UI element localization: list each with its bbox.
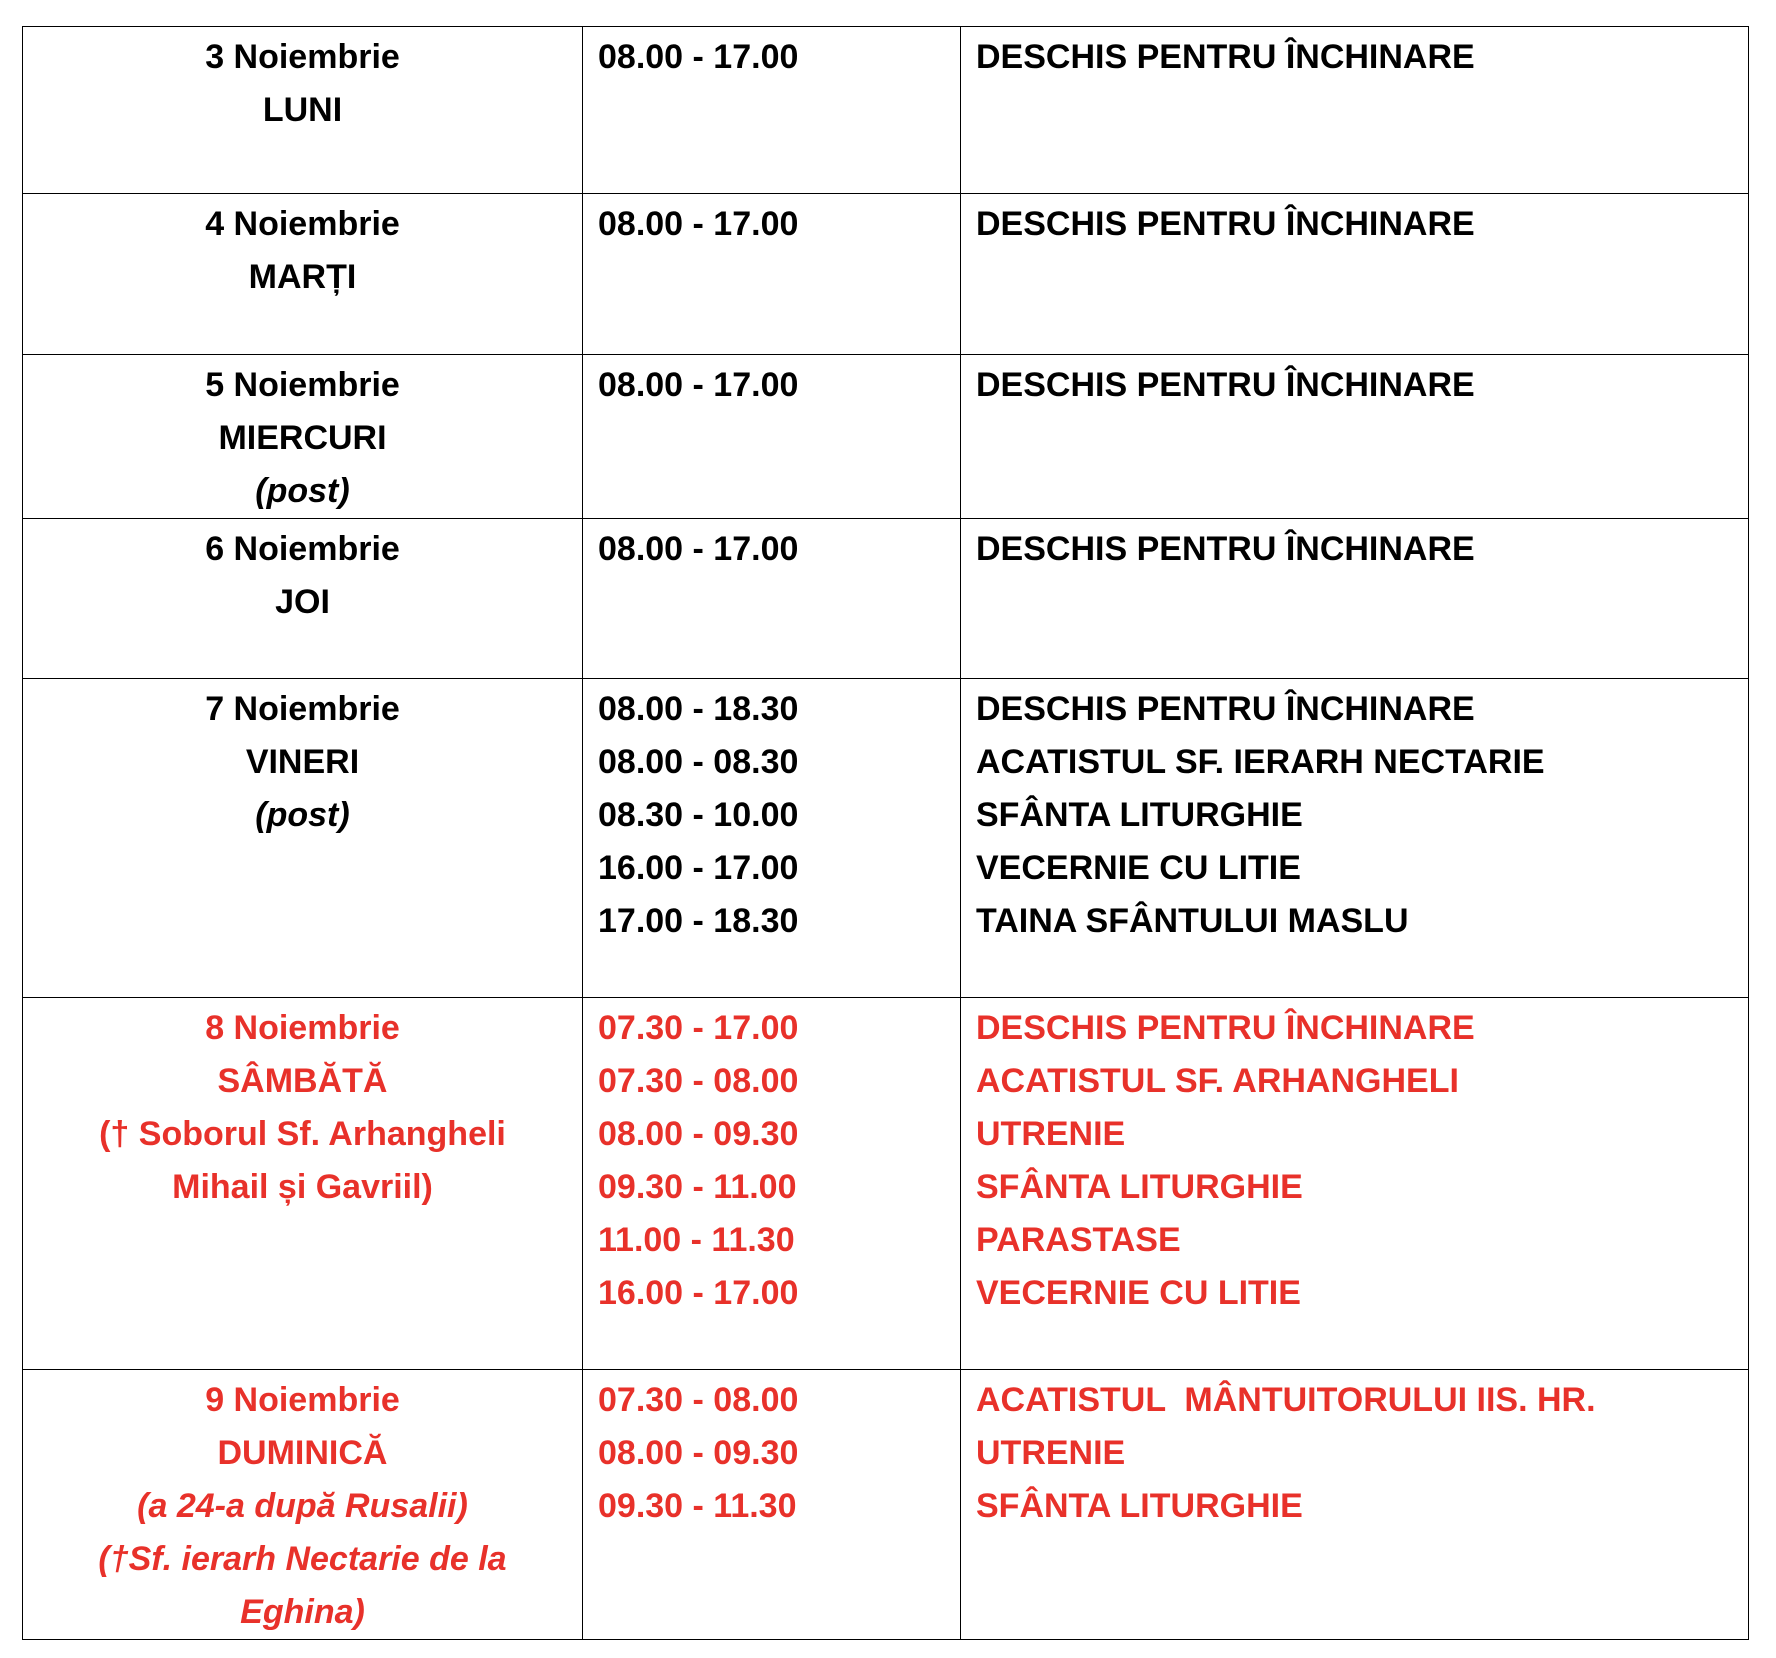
time-range: 08.00 - 18.30 [598, 690, 799, 728]
event-label: VECERNIE CU LITIE [976, 1274, 1301, 1312]
event-label: ACATISTUL SF. IERARH NECTARIE [976, 743, 1545, 781]
event-label: DESCHIS PENTRU ÎNCHINARE [976, 1009, 1475, 1047]
event-label: ACATISTUL MÂNTUITORULUI IIS. HR. [976, 1381, 1596, 1419]
event-label: DESCHIS PENTRU ÎNCHINARE [976, 38, 1475, 76]
time-range: 07.30 - 17.00 [598, 1009, 799, 1047]
time-range: 17.00 - 18.30 [598, 902, 799, 940]
time-range: 09.30 - 11.30 [598, 1487, 797, 1525]
day-cell [23, 519, 583, 679]
times-cell [583, 27, 961, 194]
time-range: 07.30 - 08.00 [598, 1381, 799, 1419]
day-cell [23, 1370, 583, 1640]
events-cell [961, 355, 1749, 519]
date-label: 9 Noiembrie [205, 1381, 400, 1419]
date-label: 6 Noiembrie [205, 530, 400, 568]
weekday-label: MARȚI [248, 258, 357, 296]
time-range: 08.00 - 09.30 [598, 1434, 799, 1472]
time-range: 08.00 - 08.30 [598, 743, 799, 781]
time-range: 08.00 - 17.00 [598, 38, 799, 76]
weekday-label: SÂMBĂTĂ [217, 1062, 388, 1100]
time-range: 07.30 - 08.00 [598, 1062, 799, 1100]
day-cell [23, 355, 583, 519]
schedule-row-nov-3 [23, 27, 1749, 194]
weekday-label: VINERI [245, 743, 360, 781]
date-label: 3 Noiembrie [205, 38, 400, 76]
schedule-row-nov-9 [23, 1370, 1749, 1640]
feast-label: († Soborul Sf. Arhangheli Mihail și Gavriil) [99, 1115, 506, 1206]
event-label: VECERNIE CU LITIE [976, 849, 1301, 887]
time-range: 16.00 - 17.00 [598, 849, 799, 887]
event-label: PARASTASE [976, 1221, 1181, 1259]
day-cell [23, 679, 583, 998]
events-cell [961, 194, 1749, 355]
schedule-table [22, 26, 1749, 1640]
time-range: 08.00 - 09.30 [598, 1115, 799, 1153]
day-cell [23, 194, 583, 355]
schedule-row-nov-6 [23, 519, 1749, 679]
time-range: 16.00 - 17.00 [598, 1274, 799, 1312]
time-range: 11.00 - 11.30 [598, 1221, 795, 1259]
feast-label: (†Sf. ierarh Nectarie de la Eghina) [98, 1540, 507, 1631]
schedule-row-nov-8 [23, 998, 1749, 1370]
schedule-row-nov-7 [23, 679, 1749, 998]
weekday-label: LUNI [262, 91, 343, 129]
date-label: 7 Noiembrie [205, 690, 400, 728]
schedule-row-nov-5 [23, 355, 1749, 519]
time-range: 08.00 - 17.00 [598, 205, 799, 243]
time-range: 08.00 - 17.00 [598, 530, 799, 568]
time-range: 08.00 - 17.00 [598, 366, 799, 404]
weekday-label: JOI [275, 583, 330, 621]
weekday-label: MIERCURI [218, 419, 387, 457]
sunday-note: (a 24-a după Rusalii) [137, 1487, 468, 1525]
event-label: SFÂNTA LITURGHIE [976, 1487, 1303, 1525]
event-label: DESCHIS PENTRU ÎNCHINARE [976, 690, 1475, 728]
date-label: 5 Noiembrie [205, 366, 400, 404]
events-cell [961, 679, 1749, 998]
events-cell [961, 998, 1749, 1370]
events-cell [961, 519, 1749, 679]
event-label: DESCHIS PENTRU ÎNCHINARE [976, 530, 1475, 568]
event-label: SFÂNTA LITURGHIE [976, 796, 1303, 834]
weekday-label: DUMINICĂ [217, 1434, 388, 1472]
event-label: UTRENIE [976, 1115, 1126, 1153]
fast-note: (post) [255, 796, 350, 834]
time-range: 08.30 - 10.00 [598, 796, 799, 834]
times-cell [583, 355, 961, 519]
events-cell [961, 27, 1749, 194]
times-cell [583, 679, 961, 998]
events-cell [961, 1370, 1749, 1640]
day-cell [23, 27, 583, 194]
times-cell [583, 519, 961, 679]
event-label: SFÂNTA LITURGHIE [976, 1168, 1303, 1206]
event-label: TAINA SFÂNTULUI MASLU [976, 902, 1409, 940]
fast-note: (post) [255, 472, 350, 510]
day-cell [23, 998, 583, 1370]
event-label: ACATISTUL SF. ARHANGHELI [976, 1062, 1459, 1100]
event-label: DESCHIS PENTRU ÎNCHINARE [976, 205, 1475, 243]
times-cell [583, 1370, 961, 1640]
date-label: 8 Noiembrie [205, 1009, 400, 1047]
times-cell [583, 998, 961, 1370]
date-label: 4 Noiembrie [205, 205, 400, 243]
event-label: DESCHIS PENTRU ÎNCHINARE [976, 366, 1475, 404]
time-range: 09.30 - 11.00 [598, 1168, 797, 1206]
times-cell [583, 194, 961, 355]
schedule-row-nov-4 [23, 194, 1749, 355]
event-label: UTRENIE [976, 1434, 1126, 1472]
